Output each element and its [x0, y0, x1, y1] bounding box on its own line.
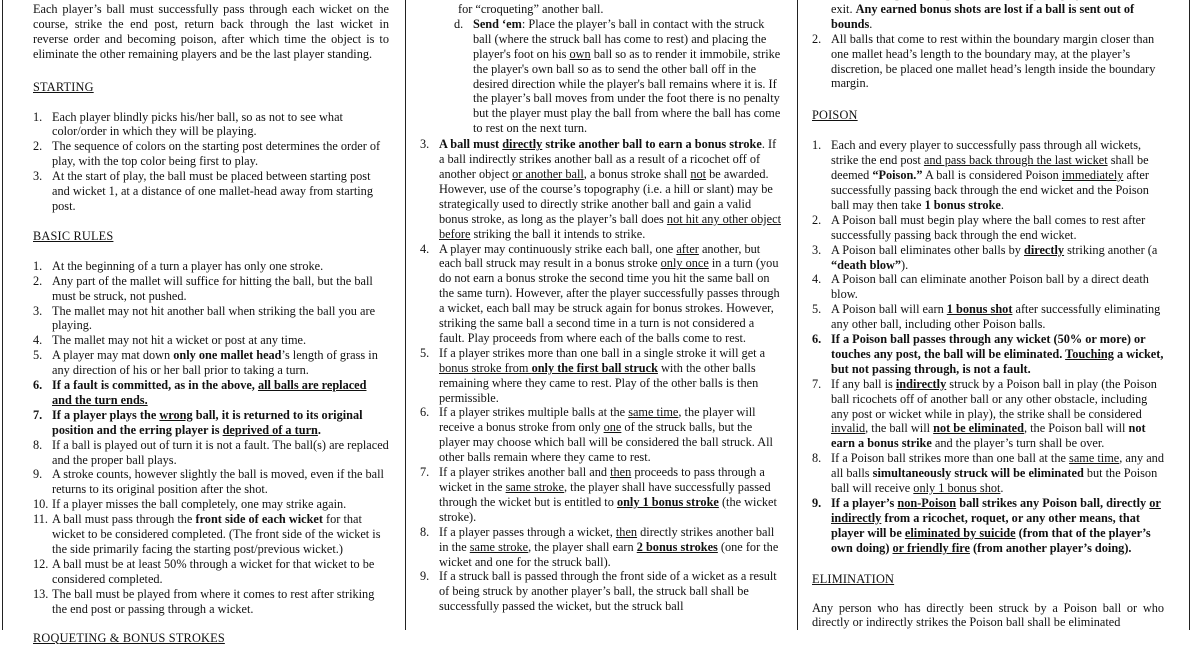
list-item-cont: exit. Any earned bonus shots are lost if a ball is sent out of bounds. [831, 1, 1135, 31]
column-rule-right [1189, 0, 1190, 630]
list-item: 6. If a fault is committed, as in the above, all balls are replaced and the turn ends. [33, 378, 367, 407]
list-item: 3. The mallet may not hit another ball when striking the ball you are playing. [33, 303, 376, 333]
starting-list [33, 110, 389, 214]
list-item: 6. If a Poison ball passes through any wicket (50% or more) or touches any post, the ball will be eliminated. Touching a wicket, but not passing through, is not a fault. [812, 332, 1164, 376]
list-item: 8. If a player passes through a wicket, then directly strikes another ball in the same stroke, the player shall earn 2 bonus strokes (one for the wicket and one for the struck ball). [420, 524, 779, 569]
list-item: 5. If a player strikes more than one ball in a single stroke it will get a bonus stroke from only the first ball struck with the other balls remaining where they came to rest. Play of the other balls is then permissible. [420, 345, 766, 405]
list-item: 6. If a player strikes multiple balls at the same time, the player will receive a bonus stroke from only one of the struck balls, but the player may choose which ball will be considered the ball struck. All other balls remain where they came to rest. [420, 405, 773, 465]
column-2 [420, 0, 782, 630]
elimination-heading: ELIMINATION [812, 571, 895, 586]
list-item: 9. If a player’s non-Poison ball strikes any Poison ball, directly or indirectly from a ricochet, roquet, or any other means, that player will be eliminated by suicide (from that of the player’s own doing) or friendly fire (from another player’s doing). [812, 496, 1161, 555]
sub-list [420, 17, 782, 136]
column-3 [812, 0, 1164, 630]
column-1 [33, 2, 389, 645]
list-item: 4. A player may continuously strike each ball, one after another, but each ball struck may result in a bonus stroke only once in a turn (you do not earn a bonus stroke the second time you hit the same ball on the same turn). However, after the player successfully passes through a wicket, each ball may be struck again for bonus strokes. However, striking the same ball a second time in a turn is not considered a fault. Play proceeds from where each of the balls come to rest. [420, 241, 780, 345]
list-item: 5. A player may mat down only one mallet head’s length of grass in any direction of his or her ball prior to taking a turn. [33, 348, 378, 378]
list-item: 1. At the beginning of a turn a player has only one stroke. [33, 258, 324, 273]
list-item: 2. Any part of the mallet will suffice for hitting the ball, but the ball must be struck, not pushed. [33, 273, 373, 303]
list-item: 5. A Poison ball will earn 1 bonus shot after successfully eliminating any other ball, including other Poison balls. [812, 302, 1161, 332]
list-item: 8. If a Poison ball strikes more than one ball at the same time, any and all balls simultaneously struck will be eliminated but the Poison ball will receive only 1 bonus shot. [812, 451, 1164, 496]
list-item: 3. At the start of play, the ball must be placed between starting post and wicket 1, at a distance of one mallet-head away from starting post. [33, 169, 373, 213]
list-item: 10. If a player misses the ball completely, one may strike again. [33, 497, 347, 512]
list-item-d: d. Send ‘em: Place the player’s ball in contact with the struck ball (where the struck ball has come to rest) and placing the player's foot on his own ball so as to render it immobile, strike the player's own ball so as to send the other ball off in the desired direction while the player's ball remains where it is. If the player’s ball moves from under the foot there is no penalty but the player must play the ball from where the ball has come to rest on the next turn. [454, 16, 781, 136]
list-item: 1. Each and every player to successfully pass through all wickets, strike the end post and pass back through the last wicket shall be deemed “Poison.” A ball is considered Poison immediately after successfully passing back through the end wicket and the Poison ball may then take 1 bonus stroke. [812, 138, 1149, 212]
column-rule-left [2, 0, 3, 630]
starting-heading: STARTING [33, 79, 94, 94]
intro-paragraph: Each player’s ball must successfully pass through each wicket on the course, strike the end post, return back through the last wicket in reverse order and becoming poison, after which time the object is to eliminate the other remaining players and be the last player standing. [33, 2, 389, 61]
list-item: 4. The mallet may not hit a wicket or post at any time. [33, 333, 307, 348]
roqueting-heading: ROQUETING & BONUS STROKES [33, 630, 225, 645]
list-item: 7. If a player plays the wrong ball, it is returned to its original position and the erring player is deprived of a turn. [33, 407, 363, 437]
poison-list [812, 138, 1164, 555]
list-item: 1. Each player blindly picks his/her ball, so as not to see what color/order in which they will be playing. [33, 109, 343, 139]
list-item: 4. A Poison ball can eliminate another Poison ball by a direct death blow. [812, 272, 1149, 302]
column-rule-center-left [405, 0, 406, 630]
list-item: 3. A ball must directly strike another ball to earn a bonus stroke. If a ball indirectly strikes another ball as a result of a ricochet off of another object or another ball, a bonus stroke shall not be awarded. However, use of the course’s topography (i.e. a hill or slant) may be strategically used to directly strike another ball and gain a valid bonus stroke, as long as the player’s ball does not hit any other object before striking the ball it intends to strike. [420, 137, 781, 241]
list-item: 11. A ball must pass through the front side of each wicket for that wicket to be considered completed. (The front side of the wicket is the side primarily facing the starting post/previous wicket.) [33, 512, 381, 556]
list-item: 9. If a struck ball is passed through the front side of a wicket as a result of being struck by another player’s ball, the struck ball shall be successfully passed the wicket, but the struck ball [420, 569, 777, 614]
list-item: 13. The ball must be played from where it comes to rest after striking the end post or passing through a wicket. [33, 586, 375, 616]
basic-rules-list [33, 259, 389, 617]
roqueting-list [420, 137, 782, 614]
basic-rules-heading: BASIC RULES [33, 228, 114, 243]
elimination-text: Any person who has directly been struck by a Poison ball or who directly or indirectly strikes the Poison ball shall be eliminated [812, 600, 1164, 630]
list-item: 7. If a player strikes another ball and then proceeds to pass through a wicket in the same stroke, the player shall have successfully passed through the wicket but is entitled to only 1 bonus stroke (the wicket stroke). [420, 465, 777, 524]
list-item: 12. A ball must be at least 50% through a wicket for that wicket to be considered completed. [33, 556, 375, 586]
boundary-list [812, 0, 1164, 91]
column-rule-center-right [797, 0, 798, 630]
list-item: 9. A stroke counts, however slightly the ball is moved, even if the ball returns to its original position after the shot. [33, 467, 384, 497]
poison-heading: POISON [812, 108, 858, 123]
list-item: 8. If a ball is played out of turn it is not a fault. The ball(s) are replaced and the proper ball plays. [33, 437, 389, 467]
list-item: 3. A Poison ball eliminates other balls by directly striking another (a “death blow”). [812, 242, 1158, 272]
list-item: 2. A Poison ball must begin play where the ball comes to rest after successfully passing back through the end wicket. [812, 212, 1146, 242]
list-item: 7. If any ball is indirectly struck by a Poison ball in play (the Poison ball ricochets off of another ball or any other obstacle, including any post or wicket while in play), the strike shall be considered invalid, the ball will not be eliminated, the Poison ball will not earn a bonus strike and the player’s turn shall be over. [812, 376, 1157, 451]
continued-text: for “croqueting” another ball. [458, 2, 604, 16]
list-item: 2. All balls that come to rest within the boundary margin closer than one mallet head’s length to the boundary may, at the player’s discretion, be placed one mallet head’s length inside the boundary margin. [812, 31, 1156, 91]
list-item: 2. The sequence of colors on the starting post determines the order of play, with the top color being first to play. [33, 139, 381, 169]
